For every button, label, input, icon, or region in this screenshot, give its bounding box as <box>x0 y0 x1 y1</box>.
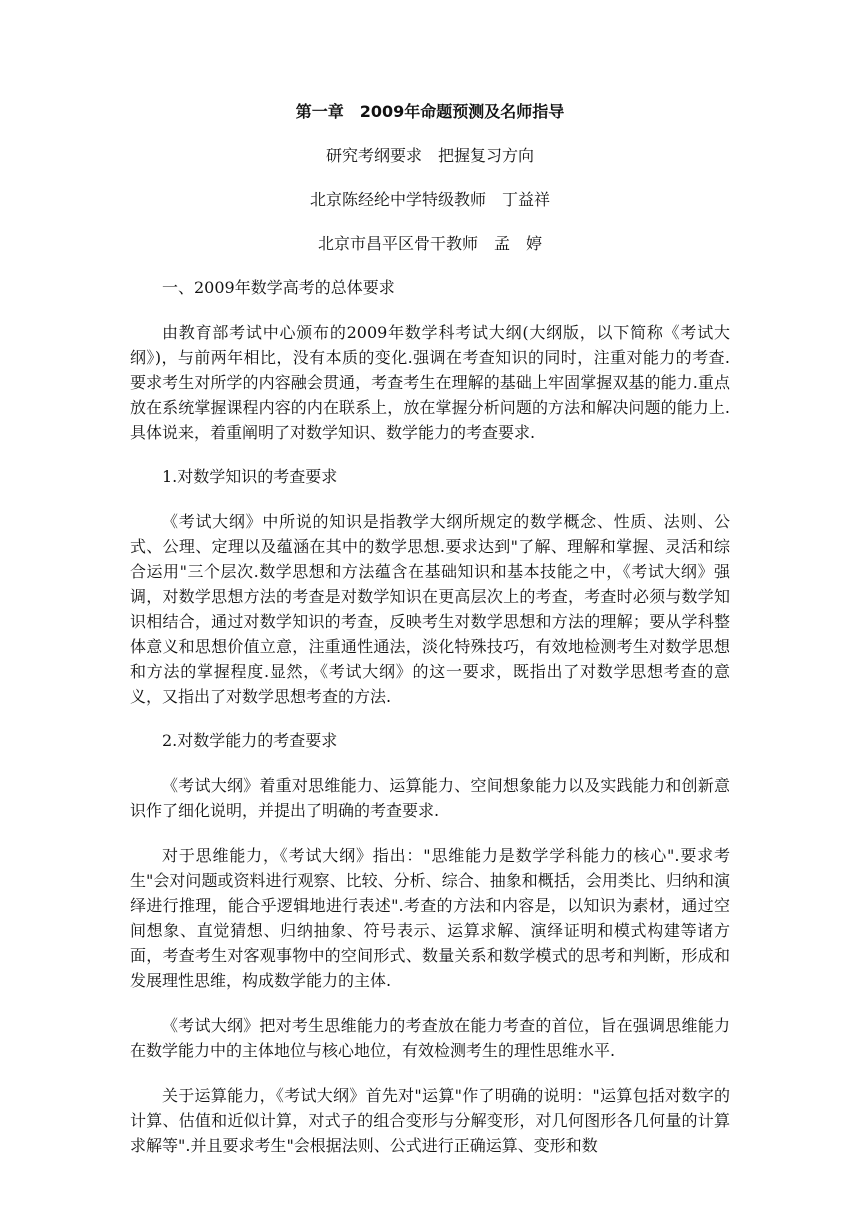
paragraph-ability-overview: 《考试大纲》着重对思维能力、运算能力、空间想象能力以及实践能力和创新意识作了细化说明，并提出了明确的考查要求. <box>130 776 730 820</box>
author-line-1: 北京陈经纶中学特级教师 丁益祥 <box>309 190 550 209</box>
document-page <box>130 100 730 1178</box>
chapter-title: 第一章 2009年命题预测及名师指导 <box>295 102 565 121</box>
paragraph-computation-ability: 关于运算能力，《考试大纲》首先对"运算"作了明确的说明："运算包括对数字的计算、估值和近似计算，对式子的组合变形与分解变形，对几何图形各几何量的计算求解等".并且要求考生"会根据法则、公式进行正确运算、变形和数 <box>130 1086 730 1155</box>
section-heading: 一、2009年数学高考的总体要求 <box>162 278 395 297</box>
paragraph-thinking-ability: 对于思维能力，《考试大纲》指出："思维能力是数学学科能力的核心".要求考生"会对问题或资料进行观察、比较、分析、综合、抽象和概括，会用类比、归纳和演绎进行推理，能合乎逻辑地进行表述".考查的方法和内容是，以知识为素材，通过空间想象、直觉猜想、归纳抽象、符号表示、运算求解、演绎证明和模式构建等诸方面，考查考生对客观事物中的空间形式、数量关系和数学模式的思考和判断，形成和发展理性思维，构成数学能力的主体. <box>130 846 730 990</box>
author-line-2: 北京市昌平区骨干教师 孟 婷 <box>317 234 542 253</box>
subsection-heading-ability: 2.对数学能力的考查要求 <box>162 731 338 750</box>
subtitle: 研究考纲要求 把握复习方向 <box>325 146 534 165</box>
paragraph-intro: 由教育部考试中心颁布的2009年数学科考试大纲(大纲版，以下简称《考试大纲》)，与前两年相比，没有本质的变化.强调在考查知识的同时，注重对能力的考查.要求考生对所学的内容融会贯通，考查考生在理解的基础上牢固掌握双基的能力.重点放在系统掌握课程内容的内在联系上，放在掌握分析问题的方法和解决问题的能力上.具体说来，着重阐明了对数学知识、数学能力的考查要求. <box>130 323 730 442</box>
paragraph-knowledge: 《考试大纲》中所说的知识是指教学大纲所规定的数学概念、性质、法则、公式、公理、定理以及蕴涵在其中的数学思想.要求达到"了解、理解和掌握、灵活和综合运用"三个层次.数学思想和方法蕴含在基础知识和基本技能之中，《考试大纲》强调，对数学思想方法的考查是对数学知识在更高层次上的考查，考查时必须与数学知识相结合，通过对数学知识的考查，反映考生对数学思想和方法的理解；要从学科整体意义和思想价值立意，注重通性通法，淡化特殊技巧，有效地检测考生对数学思想和方法的掌握程度.显然，《考试大纲》的这一要求，既指出了对数学思想考查的意义，又指出了对数学思想考查的方法. <box>130 512 730 706</box>
subsection-heading-knowledge: 1.对数学知识的考查要求 <box>162 467 338 486</box>
paragraph-thinking-priority: 《考试大纲》把对考生思维能力的考查放在能力考查的首位，旨在强调思维能力在数学能力中的主体地位与核心地位，有效检测考生的理性思维水平. <box>130 1016 730 1060</box>
